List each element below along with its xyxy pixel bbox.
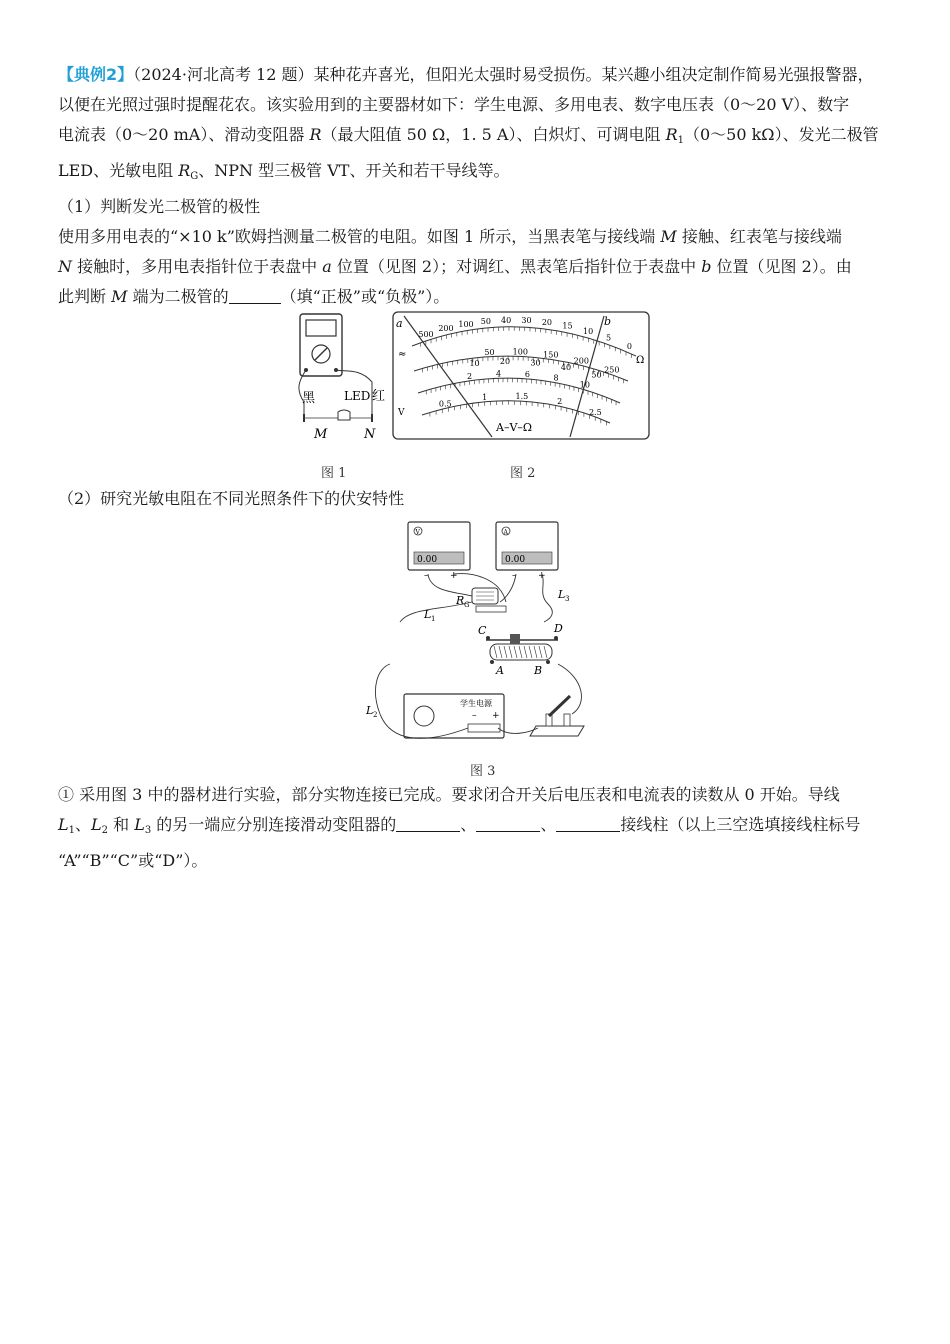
- var-rg: R: [178, 161, 191, 180]
- q1-line-2: [58, 810, 898, 846]
- label-d: D: [554, 622, 563, 635]
- part2-title: （2）研究光敏电阻在不同光照条件下的伏安特性: [58, 489, 405, 508]
- label-l1: L: [424, 608, 432, 621]
- intro-text-2: 以便在光照过强时提醒花农。该实验用到的主要器材如下：学生电源、多用电表、数字电压表（0～20 V）、数字: [58, 95, 850, 114]
- q1-and: 和: [108, 815, 135, 834]
- var-rg-sub: G: [190, 171, 199, 182]
- answer-blank-polarity[interactable]: [229, 285, 281, 304]
- label-black: 黑: [302, 391, 316, 406]
- v10-scale-label: 10: [469, 359, 480, 369]
- ohm-scale-label: 30: [521, 316, 532, 326]
- p1-text-3d: （填“正极”或“负极”）。: [280, 287, 450, 306]
- figure-2: [392, 311, 650, 440]
- var-m: M: [660, 227, 677, 246]
- p1-text-2f: 位置（见图 2）。由: [711, 257, 852, 276]
- var-r1-sub: 1: [677, 135, 684, 146]
- switch-post-2: [564, 714, 570, 726]
- ac-sign: ≈: [398, 349, 407, 360]
- var-m-2: M: [111, 287, 128, 306]
- v10-scale-label: 50: [591, 370, 602, 380]
- label-c: C: [478, 624, 487, 637]
- v50-scale-label: 50: [484, 347, 495, 357]
- var-l1: L: [58, 815, 69, 834]
- q1-line-1: ① 采用图 3 中的器材进行实验，部分实物连接已完成。要求闭合开关后电压表和电流表的读数从 0 开始。导线: [58, 785, 840, 804]
- label-led: LED: [344, 389, 371, 403]
- power-label: 学生电源: [460, 699, 492, 708]
- q1-sep-2: 、: [460, 815, 477, 834]
- q1-text-2j: 接线柱（以上三空选填接线柱标号: [620, 815, 861, 834]
- ohm-scale-label: 5: [606, 333, 612, 343]
- p1-text-2b: 接触时，多用电表指针位于表盘中: [72, 257, 323, 276]
- intro-line-4: [58, 156, 898, 192]
- intro-line-3: [58, 120, 898, 156]
- rheostat-slider: [510, 634, 520, 644]
- power-plus: +: [492, 711, 500, 721]
- ammeter-minus: –: [512, 571, 517, 581]
- v50-scale-label: 250: [604, 365, 620, 375]
- ohm-scale-label: 40: [501, 315, 512, 325]
- intro-text-3a: 电流表（0～20 mA）、滑动变阻器: [58, 125, 310, 144]
- label-red: 红: [372, 389, 386, 404]
- label-rg-sub: G: [464, 601, 470, 609]
- ohm-scale-label: 500: [418, 330, 434, 340]
- intro-text-1: 某种花卉喜光，但阳光太强时易受损伤。某兴趣小组决定制作简易光强报警器，: [313, 65, 874, 84]
- caption-fig-3: 图 3: [470, 764, 496, 779]
- v10-scale-label: 30: [530, 358, 541, 368]
- v25-scale-label: 2: [557, 397, 563, 407]
- wire-l3: [542, 574, 552, 622]
- part1-line-3: [58, 282, 898, 312]
- terminal-a: [490, 660, 494, 664]
- intro-text-3f: （0～50 kΩ）、发光二极管: [683, 125, 879, 144]
- ohm-scale-label: 100: [458, 319, 474, 329]
- ohm-scale-label: 200: [438, 324, 454, 334]
- answer-blank-l2[interactable]: [476, 813, 540, 832]
- voltmeter-reading: 0.00: [417, 555, 438, 565]
- v50-scale-label: 150: [543, 350, 559, 360]
- v50-scale-label: 200: [573, 356, 589, 366]
- ohm-scale-label: 50: [480, 317, 491, 327]
- figure-1: [290, 310, 390, 445]
- ohm-scale-label: 0: [626, 341, 632, 351]
- p1-text-1c: 接触、红表笔与接线端: [676, 227, 842, 246]
- ohm-scale-label: 10: [583, 326, 594, 336]
- dial-label: A–V–Ω: [496, 421, 533, 434]
- ohm-scale-label: 20: [541, 318, 553, 328]
- figure-3: [360, 518, 600, 758]
- part1-line-2: [58, 252, 898, 282]
- v25-scale-label: 1: [482, 392, 488, 402]
- label-l2: L: [366, 704, 374, 717]
- source-label: （2024·河北高考 12 题）: [133, 65, 314, 84]
- q1-text-2i: 的另一端应分别连接滑动变阻器的: [151, 815, 397, 834]
- label-l3: L: [558, 588, 566, 601]
- label-l1-sub: 1: [431, 615, 436, 623]
- power-minus: –: [472, 711, 477, 721]
- ohm-scale-label: 15: [562, 321, 573, 331]
- label-a: A: [496, 664, 504, 677]
- v10-scale-label: 20: [499, 357, 511, 367]
- part1-line-1: [58, 222, 898, 252]
- terminal-d: [554, 636, 558, 640]
- part1-title: （1）判断发光二极管的极性: [58, 197, 261, 216]
- intro-line-1: [58, 60, 898, 90]
- question-1: [58, 780, 898, 876]
- v2-scale-label: 10: [579, 380, 590, 390]
- intro-line-2: [58, 90, 898, 120]
- ammeter-reading: 0.00: [505, 555, 526, 565]
- label-b: B: [534, 664, 543, 677]
- p1-text-3c: 端为二极管的: [127, 287, 229, 306]
- intro-text-4a: LED、光敏电阻: [58, 161, 179, 180]
- voltmeter-plus: +: [450, 571, 458, 581]
- led-icon: [338, 410, 350, 420]
- label-m: M: [314, 427, 328, 442]
- v50-scale-label: 100: [512, 347, 528, 357]
- multimeter-screen: [306, 320, 336, 336]
- intro-text-3c: （最大阻值 50 Ω，1. 5 A）、白炽灯、可调电阻: [321, 125, 666, 144]
- var-l2-sub: 2: [101, 825, 109, 836]
- q1-sep-1: 、: [75, 815, 92, 834]
- v25-scale-label: 2.5: [588, 408, 602, 418]
- p1-text-1a: 使用多用电表的“×10 k”欧姆挡测量二极管的电阻。如图 1 所示，当黑表笔与接线端: [58, 227, 661, 246]
- v2-scale-label: 2: [467, 371, 473, 381]
- voltmeter-symbol: V: [415, 529, 420, 536]
- power-terminals: [468, 724, 500, 732]
- v25-scale-label: 0.5: [438, 399, 452, 409]
- example-tag: 【典例2】: [58, 65, 134, 84]
- label-l2-sub: 2: [373, 711, 378, 719]
- var-b: b: [701, 257, 712, 276]
- wire-switch-rheostat: [558, 664, 581, 714]
- v2-scale-label: 6: [524, 369, 530, 379]
- label-rg: R: [456, 594, 465, 607]
- var-l3: L: [134, 815, 145, 834]
- v2-scale-label: 4: [495, 369, 502, 379]
- photoresistor-base: [476, 606, 506, 612]
- q1-sep-3: 、: [540, 815, 557, 834]
- label-l3-sub: 3: [565, 595, 570, 603]
- caption-fig-2: 图 2: [510, 466, 536, 481]
- ohm-unit: Ω: [636, 355, 645, 366]
- q1-line-3: “A”“B”“C”或“D”）。: [58, 851, 208, 870]
- var-l2: L: [91, 815, 102, 834]
- label-n: N: [364, 427, 376, 442]
- v2-scale-label: 8: [553, 373, 559, 383]
- var-n: N: [58, 257, 72, 276]
- terminal-c: [486, 636, 490, 640]
- caption-fig-1: 图 1: [321, 466, 347, 481]
- knob-pointer: [315, 348, 327, 360]
- terminal-b: [546, 660, 550, 664]
- v10-scale-label: 40: [560, 362, 572, 372]
- var-l3-sub: 3: [144, 825, 152, 836]
- intro-paragraph: [58, 60, 898, 312]
- v25-scale-label: 1.5: [515, 392, 529, 402]
- ammeter-symbol: A: [503, 529, 508, 536]
- intro-text-4d: 、NPN 型三极管 VT、开关和若干导线等。: [198, 161, 510, 180]
- var-r1: R: [665, 125, 678, 144]
- label-pos-b: b: [604, 315, 612, 328]
- answer-blank-l1[interactable]: [396, 813, 460, 832]
- var-l1-sub: 1: [68, 825, 75, 836]
- p1-text-2d: 位置（见图 2）；对调红、黑表笔后指针位于表盘中: [331, 257, 702, 276]
- label-pos-a: a: [396, 317, 403, 330]
- answer-blank-l3[interactable]: [556, 813, 620, 832]
- ammeter-plus: +: [538, 571, 546, 581]
- voltmeter-minus: –: [424, 571, 429, 581]
- p1-text-3a: 此判断: [58, 287, 112, 306]
- var-r: R: [309, 125, 322, 144]
- switch-blade: [549, 696, 570, 716]
- v-sign: V: [398, 408, 405, 418]
- switch-base: [530, 726, 584, 736]
- var-a: a: [322, 257, 332, 276]
